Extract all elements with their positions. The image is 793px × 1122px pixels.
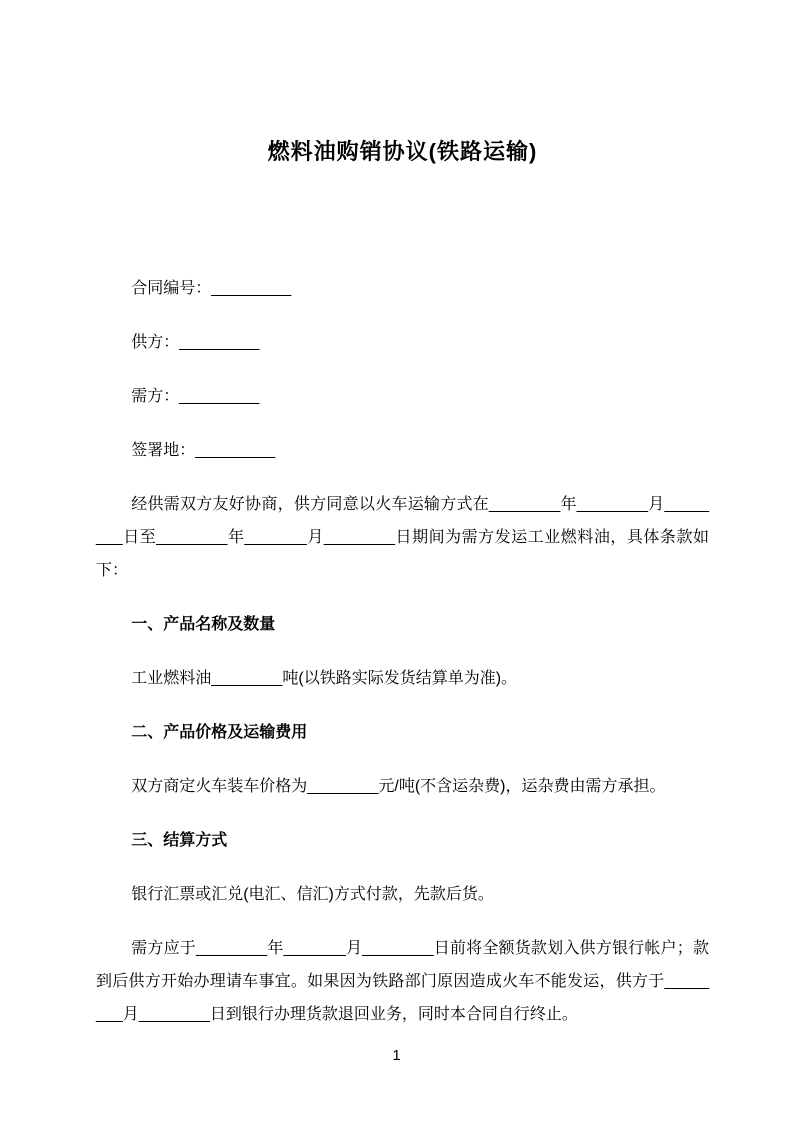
section-1-heading: 一、产品名称及数量 bbox=[131, 616, 276, 633]
intro-paragraph: 经供需双方友好协商，供方同意以火车运输方式在________年________月________日至________年_______月________日期间为需方发运工业燃料油，具体条款如下： bbox=[96, 496, 709, 579]
page-number: 1 bbox=[392, 1047, 401, 1064]
section-2-body: 双方商定火车装车价格为________元/吨(不含运杂费)，运杂费由需方承担。 bbox=[131, 778, 666, 795]
buyer-blank: _________ bbox=[179, 388, 260, 405]
section-3-heading: 三、结算方式 bbox=[131, 832, 228, 849]
document-title: 燃料油购销协议(铁路运输) bbox=[267, 139, 538, 164]
section-1-body: 工业燃料油________吨(以铁路实际发货结算单为准)。 bbox=[131, 670, 518, 687]
supplier-field bbox=[96, 326, 709, 359]
contract-number-label: 合同编号： bbox=[131, 280, 212, 297]
signing-place-label: 签署地： bbox=[131, 442, 196, 459]
supplier-blank: _________ bbox=[179, 334, 260, 351]
contract-number-blank: _________ bbox=[211, 280, 292, 297]
signing-place-field bbox=[96, 434, 709, 467]
contract-number-field bbox=[96, 272, 709, 305]
section-3-body: 银行汇票或汇兑(电汇、信汇)方式付款，先款后货。 bbox=[131, 886, 494, 903]
buyer-field bbox=[96, 380, 709, 413]
supplier-label: 供方： bbox=[131, 334, 180, 351]
closing-paragraph: 需方应于________年_______月________日前将全额货款划入供方银行帐户；款到后供方开始办理请车事宜。如果因为铁路部门原因造成火车不能发运，供方于________月________日到银行办理货款退回业务，同时本合同自行终止。 bbox=[96, 940, 709, 1023]
section-2-heading: 二、产品价格及运输费用 bbox=[131, 724, 308, 741]
signing-place-blank: _________ bbox=[195, 442, 276, 459]
buyer-label: 需方： bbox=[131, 388, 180, 405]
